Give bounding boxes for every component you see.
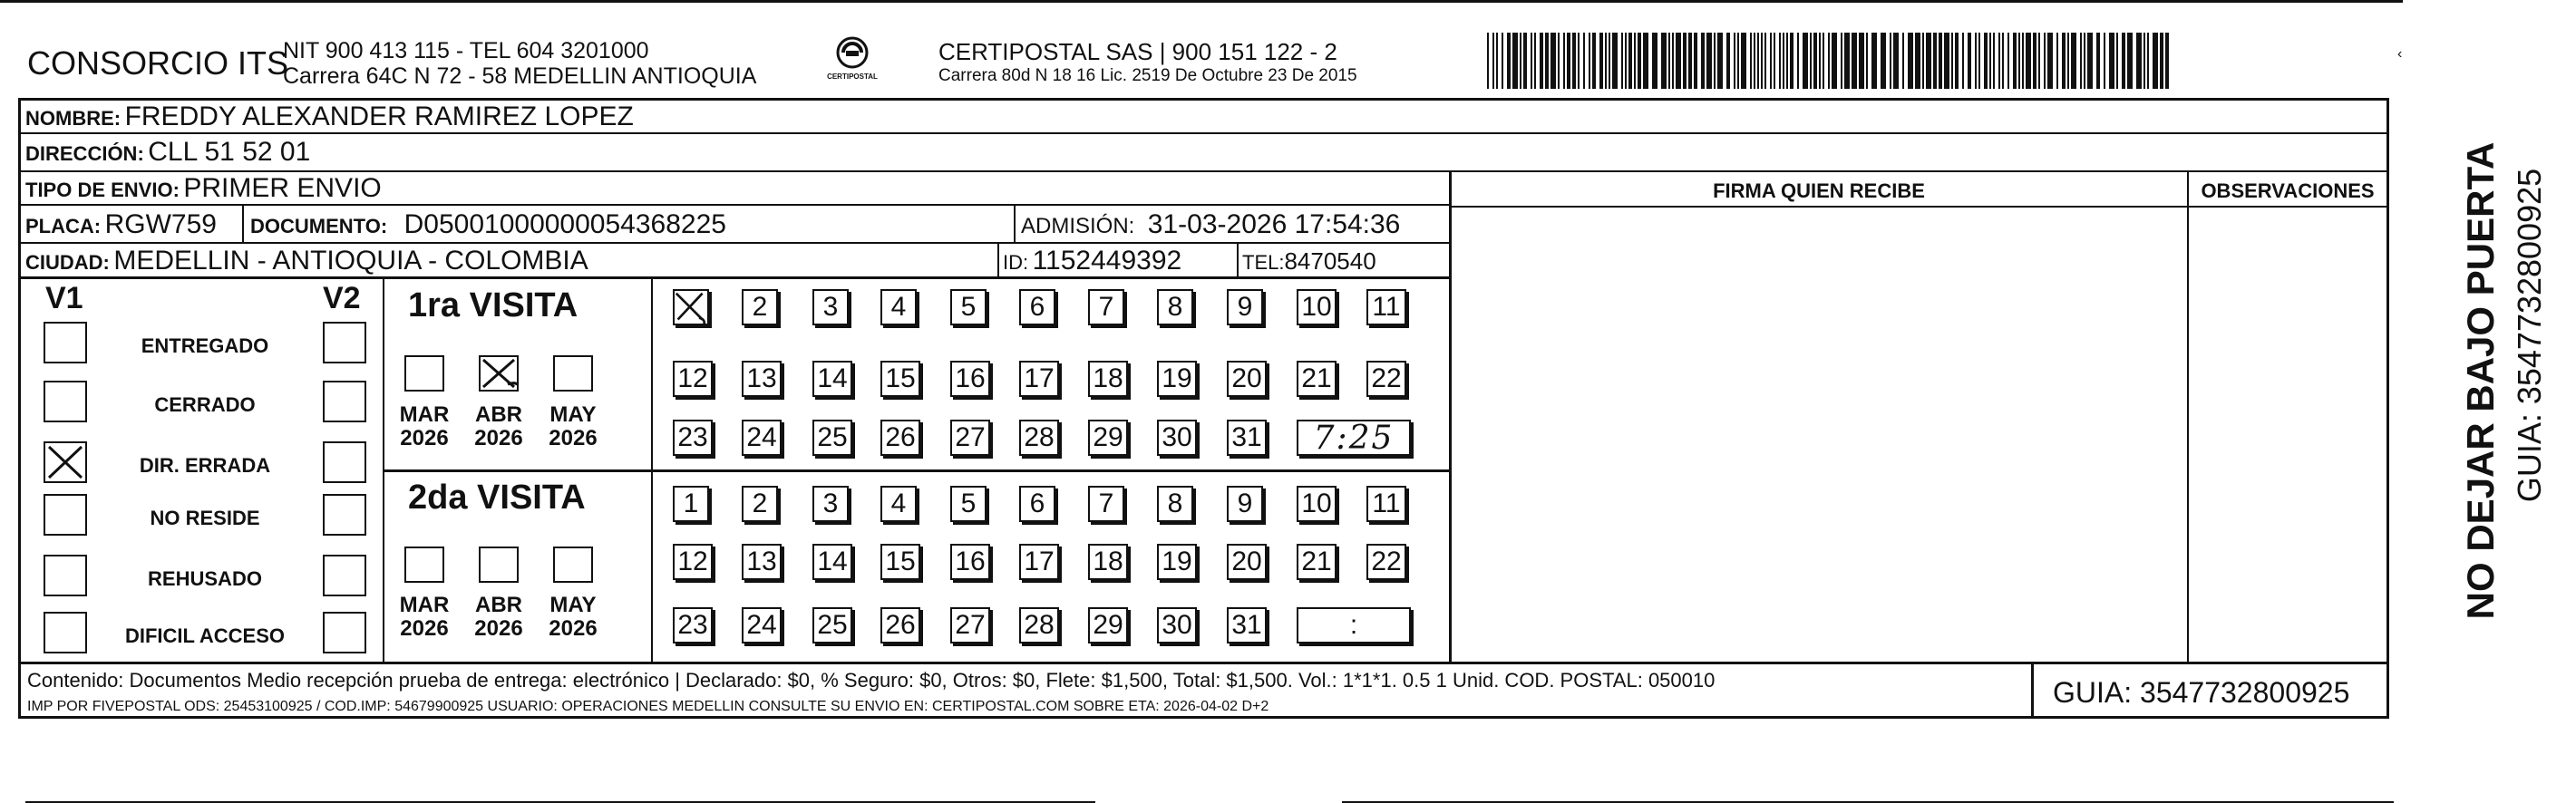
side-guia: GUIA: 3547732800925	[2511, 168, 2548, 503]
first-day-box[interactable]: 16	[950, 361, 990, 397]
top-border	[0, 0, 2403, 3]
month-year: 2026	[474, 426, 523, 451]
tel-row	[1242, 249, 1376, 273]
second-day-box[interactable]: 9	[1227, 486, 1263, 522]
second-day-box[interactable]: 17	[1019, 544, 1059, 580]
footer-contenido: Contenido: Documentos Medio recepción prueba de entrega: electrónico | Declarado: $0, % Seguro: $0, Otros: $0, Flete: $1,500, Total: $1,500. Vol.: 1*1*1. 0.5 1 Unid. COD. POSTAL: 050010	[27, 669, 1716, 692]
first-day-box[interactable]: 17	[1019, 361, 1059, 397]
first-day-box[interactable]: 24	[742, 420, 782, 456]
first-day-box[interactable]: 18	[1088, 361, 1128, 397]
first-day-box[interactable]: 25	[812, 420, 852, 456]
courier-logo	[821, 34, 884, 85]
status-v1-checkbox[interactable]	[44, 555, 87, 596]
second-day-box[interactable]: 4	[880, 486, 917, 522]
second-day-box[interactable]: 3	[812, 486, 849, 522]
ciudad-value: MEDELLIN - ANTIOQUIA - COLOMBIA	[113, 246, 588, 276]
ciudad-label: CIUDAD:	[25, 251, 110, 274]
status-label: CERRADO	[154, 393, 256, 416]
second-day-box[interactable]: 20	[1227, 544, 1267, 580]
first-day-box[interactable]: 2	[742, 289, 778, 325]
status-label: DIFICIL ACCESO	[124, 624, 285, 647]
second-visit-title: 2da VISITA	[408, 479, 586, 517]
first-visit-title: 1ra VISITA	[408, 286, 578, 324]
first-day-box[interactable]: 13	[742, 361, 782, 397]
second-day-box[interactable]: 29	[1088, 607, 1128, 643]
first-day-box[interactable]: 7	[1088, 289, 1124, 325]
second-month-checkbox[interactable]	[404, 547, 444, 583]
status-v1-checkbox[interactable]	[44, 612, 87, 653]
month-name: ABR	[475, 402, 522, 427]
second-day-box[interactable]: 27	[950, 607, 990, 643]
status-v2-checkbox[interactable]	[323, 612, 366, 653]
first-day-box[interactable]: 11	[1366, 289, 1406, 325]
first-day-box[interactable]	[673, 289, 709, 325]
courier-license: Carrera 80d N 18 16 Lic. 2519 De Octubre 23 De 2015	[938, 66, 1357, 85]
first-day-box[interactable]: 3	[812, 289, 849, 325]
second-day-box[interactable]: 12	[673, 544, 713, 580]
first-day-box[interactable]: 31	[1227, 420, 1267, 456]
nombre-label: NOMBRE:	[25, 107, 122, 130]
second-month-label	[392, 594, 457, 642]
month-year: 2026	[474, 616, 523, 642]
status-v2-checkbox[interactable]	[323, 494, 366, 536]
first-time-box[interactable]: 7:25	[1297, 420, 1411, 456]
status-label: DIR. ERRADA	[139, 454, 271, 477]
second-day-box[interactable]: 16	[950, 544, 990, 580]
id-label: ID:	[1003, 251, 1029, 274]
month-year: 2026	[400, 616, 449, 642]
tipo-label: TIPO DE ENVIO:	[25, 179, 180, 201]
first-day-box[interactable]: 21	[1297, 361, 1337, 397]
status-label: REHUSADO	[148, 567, 262, 590]
second-day-box[interactable]: 10	[1297, 486, 1337, 522]
status-label: NO RESIDE	[150, 507, 260, 529]
second-day-box[interactable]: 24	[742, 607, 782, 643]
second-day-box[interactable]: 23	[673, 607, 713, 643]
month-year: 2026	[549, 616, 598, 642]
first-day-box[interactable]: 28	[1019, 420, 1059, 456]
documento-row	[250, 211, 726, 238]
first-month-checkbox[interactable]	[404, 355, 444, 392]
first-day-box[interactable]: 6	[1019, 289, 1055, 325]
courier-name: CERTIPOSTAL SAS | 900 151 122 - 2	[938, 38, 1337, 65]
second-day-box[interactable]: 28	[1019, 607, 1059, 643]
second-month-label	[540, 594, 606, 642]
side-warning: NO DEJAR BAJO PUERTA	[2459, 141, 2502, 620]
courier-logo-text: CERTIPOSTAL	[827, 73, 878, 81]
direccion-label: DIRECCIÓN:	[25, 142, 144, 165]
placa-value: RGW759	[104, 209, 217, 239]
documento-label: DOCUMENTO:	[250, 215, 388, 237]
status-v1-checkbox[interactable]	[44, 381, 87, 422]
second-day-box[interactable]: 11	[1366, 486, 1406, 522]
month-year: 2026	[549, 426, 598, 451]
second-day-box[interactable]: 25	[812, 607, 852, 643]
status-v1-checkbox[interactable]	[44, 441, 87, 483]
id-row	[1003, 247, 1181, 275]
first-day-box[interactable]: 23	[673, 420, 713, 456]
nombre-row	[25, 103, 634, 131]
second-day-box[interactable]: 7	[1088, 486, 1124, 522]
status-v2-checkbox[interactable]	[323, 322, 366, 363]
first-month-label	[392, 403, 457, 451]
second-month-checkbox[interactable]	[553, 547, 593, 583]
v2-label: V2	[323, 281, 361, 315]
month-name: MAR	[399, 402, 450, 427]
admision-label: ADMISIÓN:	[1021, 214, 1135, 238]
month-name: MAY	[549, 593, 597, 617]
status-v1-checkbox[interactable]	[44, 322, 87, 363]
second-day-box[interactable]: 5	[950, 486, 987, 522]
second-month-label	[466, 594, 531, 642]
status-v2-checkbox[interactable]	[323, 381, 366, 422]
first-day-box[interactable]: 9	[1227, 289, 1263, 325]
sender-address: Carrera 64C N 72 - 58 MEDELLIN ANTIOQUIA	[283, 63, 757, 89]
first-day-box[interactable]: 27	[950, 420, 990, 456]
status-v2-checkbox[interactable]	[323, 441, 366, 483]
firma-header: FIRMA QUIEN RECIBE	[1713, 179, 1925, 202]
tel-label: TEL:	[1242, 251, 1285, 274]
second-day-box[interactable]: 22	[1366, 544, 1406, 580]
sender-name: CONSORCIO ITS	[27, 44, 289, 82]
ciudad-row	[25, 247, 588, 275]
first-month-label	[466, 403, 531, 451]
direccion-row	[25, 139, 310, 166]
nombre-value: FREDDY ALEXANDER RAMIREZ LOPEZ	[124, 102, 634, 131]
first-month-checkbox[interactable]	[479, 355, 519, 392]
second-day-box[interactable]: 6	[1019, 486, 1055, 522]
first-day-box[interactable]: 15	[880, 361, 920, 397]
second-day-box[interactable]: 2	[742, 486, 778, 522]
tel-value: 8470540	[1284, 247, 1376, 275]
footer-imp: IMP POR FIVEPOSTAL ODS: 25453100925 / COD.IMP: 54679900925 USUARIO: OPERACIONES MEDELLIN CONSULTE SU ENVIO EN: CERTIPOSTAL.COM SOBRE ETA: 2026-04-02 D+2	[27, 699, 1269, 714]
first-day-box[interactable]: 14	[812, 361, 852, 397]
first-day-box[interactable]: 5	[950, 289, 987, 325]
status-v1-checkbox[interactable]	[44, 494, 87, 536]
first-day-box[interactable]: 8	[1157, 289, 1193, 325]
placa-label: PLACA:	[25, 215, 102, 237]
barcode	[1487, 33, 2172, 89]
month-name: MAR	[399, 593, 450, 617]
tipo-value: PRIMER ENVIO	[183, 173, 382, 203]
second-day-box[interactable]: 21	[1297, 544, 1337, 580]
second-day-box[interactable]: 31	[1227, 607, 1267, 643]
status-label: ENTREGADO	[141, 334, 269, 357]
first-month-checkbox[interactable]	[553, 355, 593, 392]
direccion-value: CLL 51 52 01	[148, 137, 311, 167]
first-day-box[interactable]: 29	[1088, 420, 1128, 456]
first-month-label	[540, 403, 606, 451]
first-day-box[interactable]: 10	[1297, 289, 1337, 325]
second-day-box[interactable]: 1	[673, 486, 709, 522]
footer-guia: GUIA: 3547732800925	[2053, 676, 2350, 709]
documento-value: D05001000000054368225	[403, 209, 726, 239]
second-day-box[interactable]: 18	[1088, 544, 1128, 580]
second-day-box[interactable]: 19	[1157, 544, 1197, 580]
second-day-box[interactable]: 26	[880, 607, 920, 643]
tipo-row	[25, 175, 382, 202]
month-year: 2026	[400, 426, 449, 451]
first-day-box[interactable]: 4	[880, 289, 917, 325]
second-day-box[interactable]: 8	[1157, 486, 1193, 522]
second-time-box[interactable]: :	[1297, 607, 1411, 643]
admision-value: 31-03-2026 17:54:36	[1147, 209, 1401, 239]
first-day-box[interactable]: 19	[1157, 361, 1197, 397]
second-day-box[interactable]: 13	[742, 544, 782, 580]
first-day-box[interactable]: 26	[880, 420, 920, 456]
admision-row	[1021, 211, 1400, 238]
id-value: 1152449392	[1032, 246, 1182, 276]
status-v2-checkbox[interactable]	[323, 555, 366, 596]
v1-label: V1	[45, 281, 83, 315]
second-day-box[interactable]: 14	[812, 544, 852, 580]
observaciones-header: OBSERVACIONES	[2201, 179, 2375, 202]
first-day-box[interactable]: 30	[1157, 420, 1197, 456]
first-day-box[interactable]: 12	[673, 361, 713, 397]
first-day-box[interactable]: 22	[1366, 361, 1406, 397]
placa-row	[25, 211, 217, 238]
month-name: ABR	[475, 593, 522, 617]
second-month-checkbox[interactable]	[479, 547, 519, 583]
sender-nit: NIT 900 413 115 - TEL 604 3201000	[283, 38, 649, 63]
edge-mark-icon: ‹	[2397, 46, 2403, 62]
month-name: MAY	[549, 402, 597, 427]
second-day-box[interactable]: 15	[880, 544, 920, 580]
second-day-box[interactable]: 30	[1157, 607, 1197, 643]
first-day-box[interactable]: 20	[1227, 361, 1267, 397]
